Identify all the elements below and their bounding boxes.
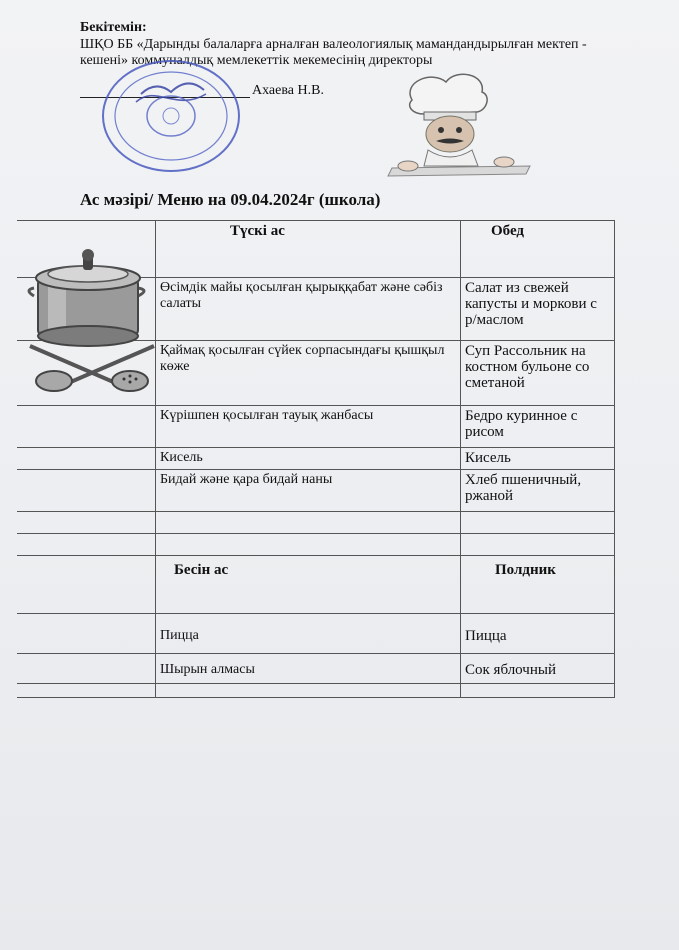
dish-kz: Пицца: [156, 614, 461, 654]
dish-kz: Қаймақ қосылған сүйек сорпасындағы қышқыл көже: [156, 341, 461, 406]
empty-row: [17, 512, 615, 534]
table-row: [17, 654, 615, 684]
snack-header-row: [17, 556, 615, 614]
chef-illustration: [384, 70, 534, 180]
approve-organization: ШҚО ББ «Дарынды балаларға арналған валеологиялық мамандандырылған мектеп - кешені» коммуналдық мемлекеттік мекемесінің директоры: [80, 37, 587, 68]
dish-ru: Кисель: [461, 448, 615, 470]
dish-ru: Хлеб пшеничный, ржаной: [461, 470, 615, 512]
official-stamp: [96, 54, 246, 174]
table-row: [17, 614, 615, 654]
menu-title: Ас мәзірі/ Меню на 09.04.2024г (школа): [80, 190, 381, 209]
director-name: Ахаева Н.В.: [252, 83, 324, 98]
table-row: [17, 406, 615, 448]
table-row: [17, 470, 615, 512]
dish-kz: Өсімдік майы қосылған қырыққабат және сәбіз салаты: [156, 278, 461, 341]
dish-ru: Салат из свежей капусты и моркови с р/маслом: [461, 278, 615, 341]
dish-ru: Сок яблочный: [461, 654, 615, 684]
dish-ru: Бедро куринное с рисом: [461, 406, 615, 448]
empty-row: [17, 684, 615, 698]
dish-kz: Шырын алмасы: [156, 654, 461, 684]
lunch-header-ru: Обед: [461, 221, 615, 278]
empty-row: [17, 534, 615, 556]
snack-header-kz: Бесін ас: [156, 556, 461, 614]
snack-header-ru: Полдник: [461, 556, 615, 614]
dish-ru: Суп Рассольник на костном бульоне со сметаной: [461, 341, 615, 406]
dish-ru: Пицца: [461, 614, 615, 654]
pot-and-ladles-illustration: [26, 238, 158, 398]
approve-heading: Бекітемін:: [80, 20, 147, 35]
dish-kz: Күрішпен қосылған тауық жанбасы: [156, 406, 461, 448]
lunch-header-kz: Түскі ас: [156, 221, 461, 278]
dish-kz: Бидай және қара бидай наны: [156, 470, 461, 512]
table-row: [17, 448, 615, 470]
dish-kz: Кисель: [156, 448, 461, 470]
